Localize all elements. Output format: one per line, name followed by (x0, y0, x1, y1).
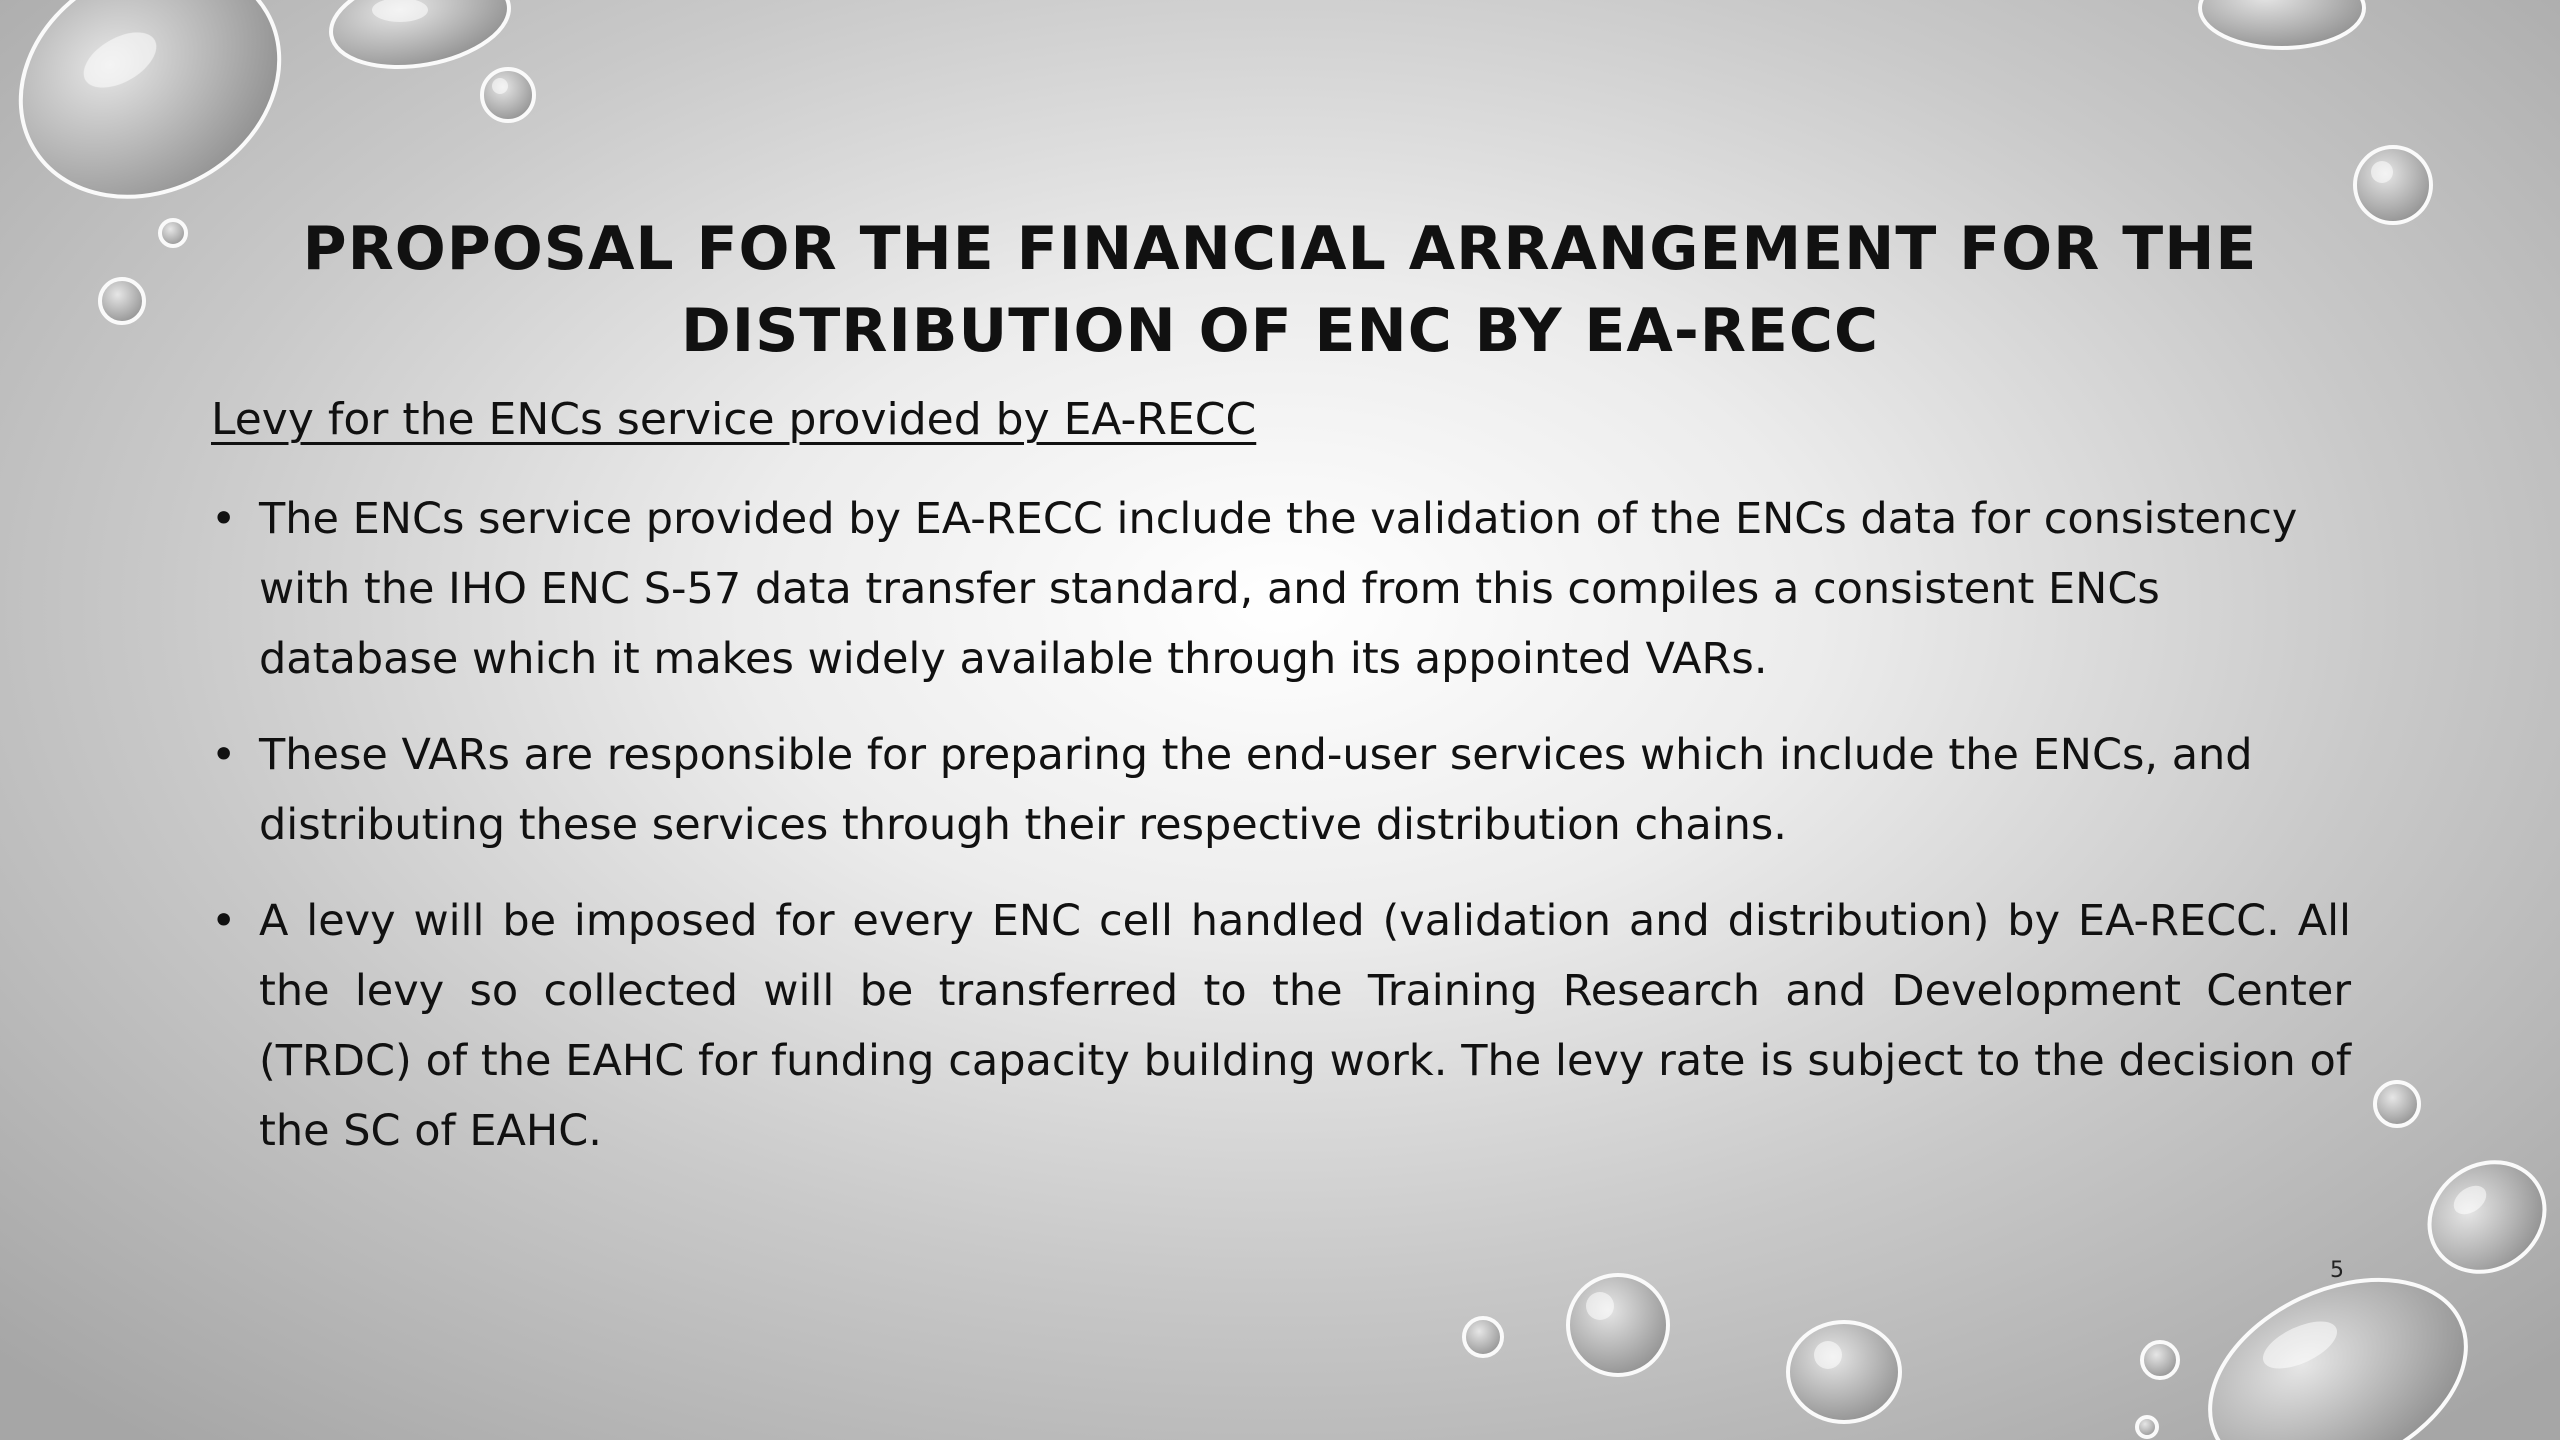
bullet-dot-icon: • (211, 494, 237, 544)
bullet-text-2: These VARs are responsible for preparing the end-user services which include the ENCs, and distributing these services through their respective distribution chains. (259, 730, 2253, 850)
slide-title-line-2: DISTRIBUTION OF ENC BY EA-RECC (681, 296, 1879, 367)
bullet-list (211, 484, 2351, 1192)
bullet-item-2 (211, 720, 2351, 860)
bullet-text-3: A levy will be imposed for every ENC cell handled (validation and distribution) by EA-RECC. All the levy so collected will be transferred to the Training Research and Development Center (TRDC) of the EAHC for funding capacity building work. The levy rate is subject to the decision of the SC of EAHC. (259, 896, 2351, 1156)
slide-title-line-1: PROPOSAL FOR THE FINANCIAL ARRANGEMENT FOR THE (302, 214, 2258, 285)
bullet-item-1 (211, 484, 2351, 694)
slide-page-number: 5 (2330, 1258, 2344, 1283)
bullet-dot-icon: • (211, 896, 237, 946)
bullet-item-3 (211, 886, 2351, 1166)
bullet-text-1: The ENCs service provided by EA-RECC include the validation of the ENCs data for consistency with the IHO ENC S-57 data transfer standard, and from this compiles a consistent ENCs database which it makes widely available through its appointed VARs. (259, 494, 2298, 684)
slide-title (260, 208, 2300, 372)
bullet-dot-icon: • (211, 730, 237, 780)
section-subheading: Levy for the ENCs service provided by EA-RECC (211, 394, 1257, 445)
